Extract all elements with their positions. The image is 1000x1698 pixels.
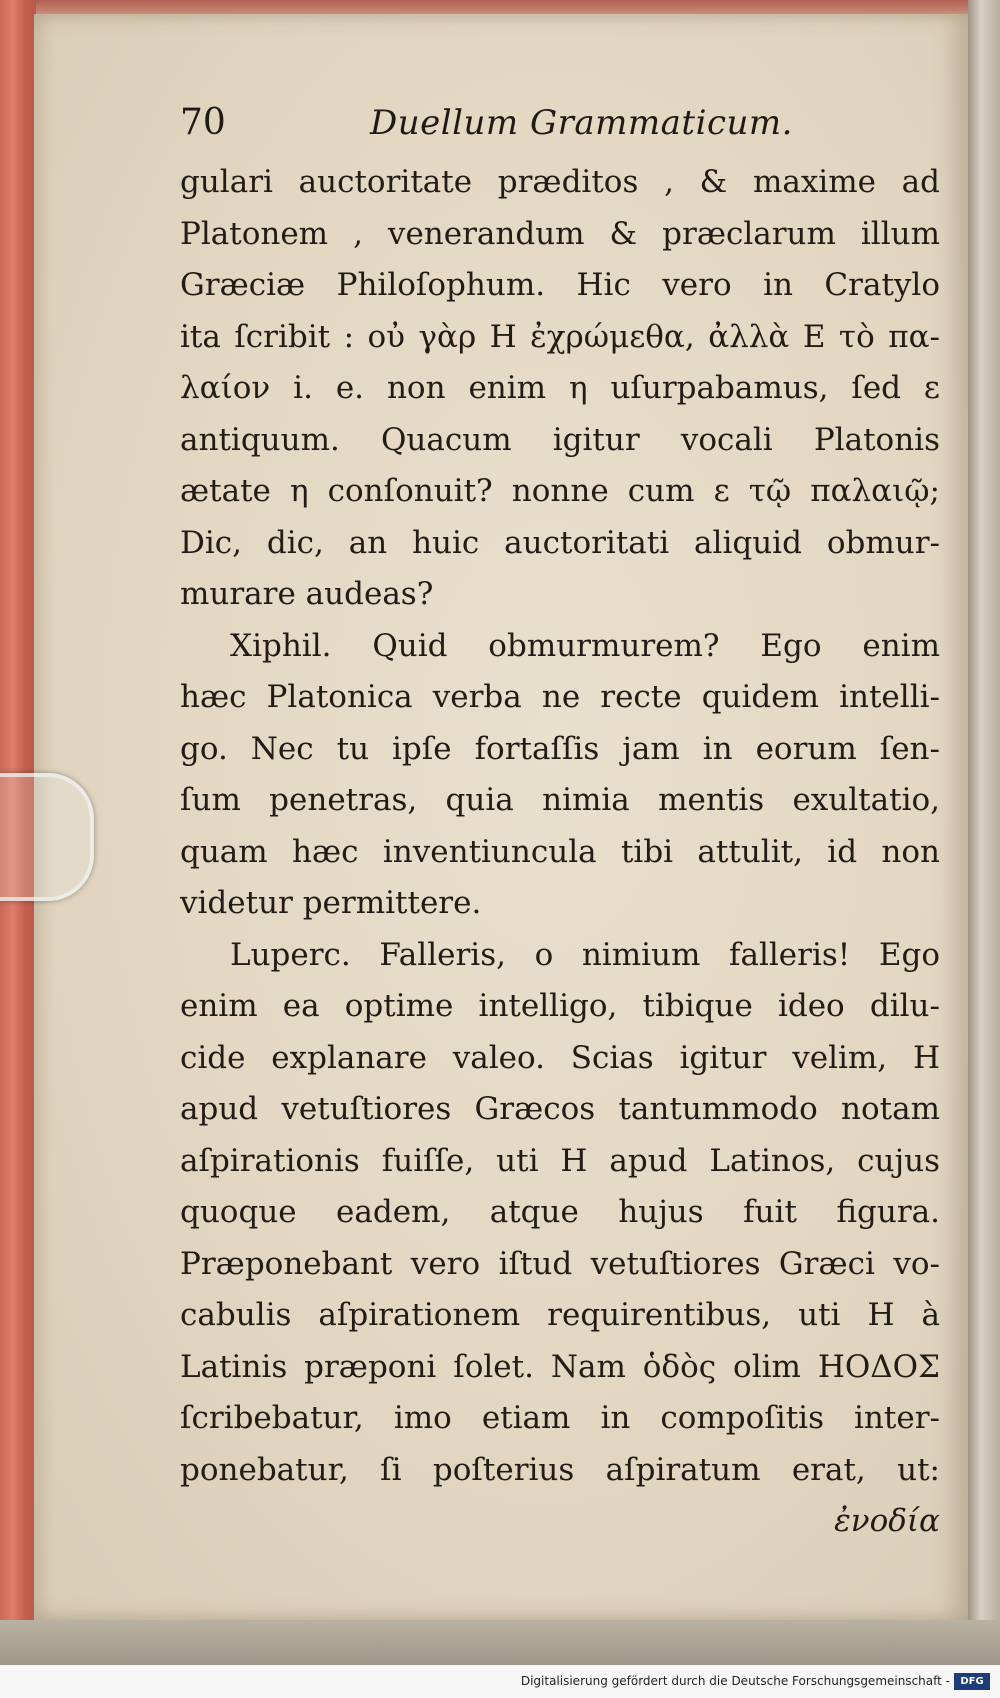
text-line: ita ſcribit : οὐ γὰρ Η ἐχρώμεθα, ἀλλὰ Ε τὸ πα- [180, 318, 940, 355]
text-line: quoque eadem, atque hujus fuit figura. [180, 1194, 940, 1230]
text-line: enim ea optime intelligo, tibique ideo dilu- [180, 988, 940, 1024]
page-clip [0, 773, 94, 901]
speaker-line-xiphil: Xiphil. Quid obmurmurem? Ego enim [230, 627, 940, 664]
text-line: quam hæc inventiuncula tibi attulit, id non [180, 833, 940, 870]
running-title: Duellum Grammaticum. [370, 103, 793, 143]
text-line: Platonem , venerandum & præclarum illum [180, 215, 940, 252]
text-line: antiquum. Quacum igitur vocali Platonis [180, 421, 940, 458]
text-line: Dic, dic, an huic auctoritati aliquid obmur- [180, 524, 940, 561]
page-number: 70 [180, 102, 226, 143]
text-line: go. Nec tu ipſe fortaſſis jam in eorum ſen- [180, 730, 940, 767]
text-line: gulari auctoritate præditos , & maxime ad [180, 164, 940, 200]
text-line: hæc Platonica verba ne recte quidem intelli- [180, 679, 940, 715]
book-gutter [968, 0, 1000, 1665]
text-line: ſcribebatur, imo etiam in compoſitis inter- [180, 1400, 940, 1436]
speaker-line-luperc: Luperc. Falleris, o nimium falleris! Ego [230, 936, 940, 973]
footer-bar [0, 1665, 1000, 1698]
text-line: Latinis præponi ſolet. Nam ὁδὸς olim ΗΟΔΟΣ [180, 1348, 940, 1385]
text-line: murare audeas? [180, 576, 434, 612]
dfg-logo: DFG [954, 1673, 990, 1690]
text-line: ætate η conſonuit? nonne cum ε τῷ παλαιῷ; [180, 473, 940, 509]
text-line: videtur permittere. [180, 885, 482, 921]
text-line: Præponebant vero iſtud vetuſtiores Græci vo- [180, 1245, 940, 1282]
text-line: Græciæ Philoſophum. Hic vero in Cratylo [180, 267, 940, 303]
page-header [180, 98, 800, 148]
funding-credit: Digitalisierung gefördert durch die Deutsche Forschungsgemeinschaft - [520, 1674, 950, 1688]
text-line: apud vetuſtiores Græcos tantummodo notam [180, 1091, 940, 1127]
book-bottom-edge [0, 1620, 1000, 1665]
catchword: ἐνοδία [834, 1503, 940, 1539]
text-line: λαίον i. e. non enim η uſurpabamus, ſed ε [180, 370, 940, 406]
text-line: ſum penetras, quia nimia mentis exultatio, [180, 782, 940, 818]
text-line: aſpirationis fuiſſe, uti H apud Latinos, cujus [180, 1142, 940, 1179]
text-line: cabulis aſpirationem requirentibus, uti H à [180, 1297, 940, 1333]
text-line: cide explanare valeo. Scias igitur velim, Η [180, 1039, 940, 1076]
body-text [180, 157, 940, 1548]
text-line: ponebatur, ſi poſterius aſpiratum erat, ut: [180, 1451, 940, 1488]
